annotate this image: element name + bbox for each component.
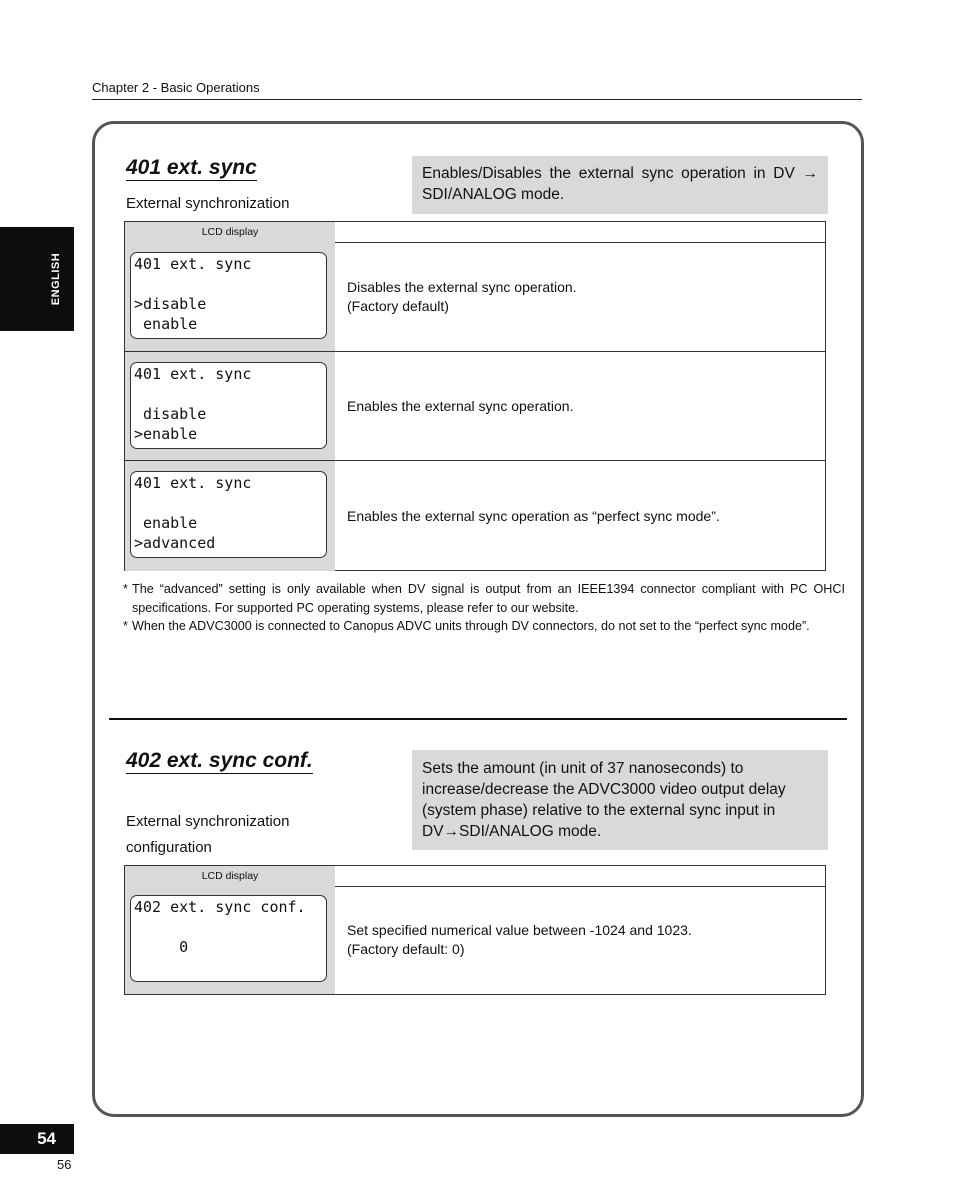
table-row bbox=[125, 886, 825, 994]
table-row bbox=[125, 351, 825, 461]
section-401-subtitle: External synchronization bbox=[126, 195, 290, 212]
lcd-screen: 401 ext. sync enable >advanced bbox=[130, 471, 327, 558]
language-tab-label: ENGLISH bbox=[50, 252, 62, 306]
section-402-title: 402 ext. sync conf. bbox=[126, 749, 313, 774]
section-402-subtitle: External synchronization configuration bbox=[126, 813, 290, 856]
page-sub-number: 56 bbox=[57, 1157, 72, 1172]
section-divider bbox=[109, 718, 847, 720]
lcd-display-header: LCD display bbox=[125, 866, 335, 886]
chapter-header: Chapter 2 - Basic Operations bbox=[92, 80, 862, 100]
footnote: * The “advanced” setting is only available when DV signal is output from an IEEE1394 connector compliant with PC OHCI specifications. For supported PC operating systems, please refer to our website. bbox=[123, 582, 845, 615]
lcd-screen: 402 ext. sync conf. 0 bbox=[130, 895, 327, 982]
page-number: 54 bbox=[0, 1124, 74, 1154]
row-text: Set specified numerical value between -1024 and 1023. bbox=[347, 922, 692, 938]
section-401-description: Enables/Disables the external sync operation in DV → SDI/ANALOG mode. bbox=[412, 156, 828, 214]
table-header bbox=[125, 866, 825, 887]
row-text: Enables the external sync operation as “perfect sync mode”. bbox=[347, 507, 720, 524]
row-text: (Factory default: 0) bbox=[347, 941, 465, 957]
language-tab bbox=[0, 227, 74, 331]
footnote: * When the ADVC3000 is connected to Canopus ADVC units through DV connectors, do not set to the “perfect sync mode”. bbox=[123, 619, 810, 633]
section-401-title: 401 ext. sync bbox=[126, 156, 257, 181]
section-402-table bbox=[124, 865, 826, 995]
lcd-screen: 401 ext. sync >disable enable bbox=[130, 252, 327, 339]
row-text: Disables the external sync operation. bbox=[347, 278, 577, 295]
footnotes bbox=[123, 580, 845, 636]
section-401-table bbox=[124, 221, 826, 571]
table-row bbox=[125, 460, 825, 571]
lcd-screen: 401 ext. sync disable >enable bbox=[130, 362, 327, 449]
row-text: (Factory default) bbox=[347, 297, 449, 314]
row-text: Enables the external sync operation. bbox=[347, 398, 574, 414]
table-row bbox=[125, 242, 825, 351]
table-header bbox=[125, 222, 825, 243]
lcd-display-header: LCD display bbox=[125, 222, 335, 242]
section-402-description: Sets the amount (in unit of 37 nanoseconds) to increase/decrease the ADVC3000 video output delay (system phase) relative to the external sync input in DV→SDI/ANALOG mode. bbox=[412, 750, 828, 850]
